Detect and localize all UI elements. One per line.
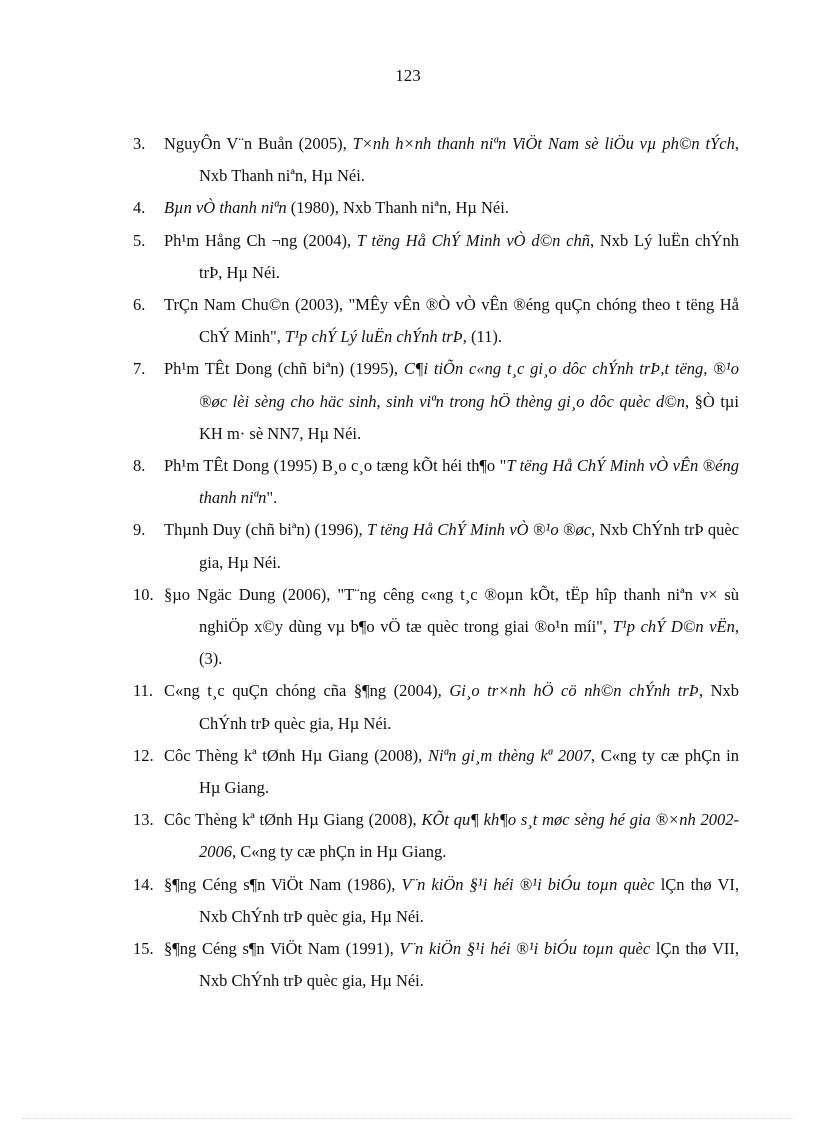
reference-number: 6.: [133, 295, 146, 315]
reference-title: Bµn vÒ thanh niªn: [164, 198, 287, 218]
reference-title: Gi¸o tr×nh hÖ cö nh©n chÝnh trÞ: [449, 681, 699, 701]
reference-text: , Nxb Thanh niªn, Hµ Néi.: [199, 134, 739, 186]
reference-number: 12.: [133, 745, 154, 765]
reference-text: (1980), Nxb Thanh niªn, Hµ Néi.: [286, 198, 509, 218]
reference-text: (3).: [199, 649, 223, 669]
reference-text: , §Ò tµi KH m· sè NN7, Hµ Néi.: [199, 391, 739, 443]
reference-text: NguyÔn V¨n Buån (2005),: [164, 134, 353, 153]
reference-text: §¶ng Céng s¶n ViÖt Nam (1986),: [164, 874, 402, 894]
reference-title: T¹p chÝ D©n vËn,: [612, 617, 740, 637]
reference-text: , C«ng ty cæ phÇn in Hµ Giang.: [199, 745, 740, 798]
reference-title: V¨n kiÖn §¹i héi ®¹i biÓu toµn quèc: [401, 874, 655, 894]
reference-text: lÇn thø VII, Nxb ChÝnh trÞ quèc gia, Hµ Néi.: [199, 939, 739, 991]
reference-number: 4.: [133, 198, 146, 218]
reference-text: (11).: [466, 327, 503, 347]
reference-text: Ph¹m TÊt Dong (chñ biªn) (1995),: [164, 359, 404, 379]
reference-text: §¶ng Céng s¶n ViÖt Nam (1991),: [164, 939, 400, 959]
reference-text: §µo Ngäc Dung (2006), "T¨ng cêng c«ng t¸c ®oµn kÕt, tËp hîp thanh niªn v× sù nghiÖp x©y dùng vµ b¶o vÖ tæ quèc trong giai ®o¹n míi",: [164, 584, 739, 637]
reference-item: [133, 740, 739, 804]
reference-title: Niªn gi¸m thèng kª 2007: [427, 745, 591, 765]
reference-title: T¹p chÝ Lý luËn chÝnh trÞ,: [285, 327, 467, 347]
reference-text: , Nxb ChÝnh trÞ quèc gia, Hµ Néi.: [199, 681, 739, 733]
reference-text: Côc Thèng kª tØnh Hµ Giang (2008),: [164, 745, 428, 765]
reference-text: , Nxb Lý luËn chÝnh trÞ, Hµ Néi.: [199, 230, 739, 282]
reference-item: [133, 128, 739, 192]
reference-number: 14.: [133, 874, 154, 894]
reference-title: KÕt qu¶ kh¶o s¸t møc sèng hé gia ®×nh 2002- 2006: [199, 810, 739, 862]
reference-number: 11.: [133, 681, 154, 701]
reference-number: 7.: [133, 359, 146, 379]
reference-number: 15.: [133, 939, 154, 959]
page-number: 123: [395, 66, 421, 85]
reference-number: 9.: [133, 520, 146, 540]
reference-item: [133, 450, 739, 514]
reference-title: T tëng Hå ChÝ Minh vÒ d©n chñ: [356, 230, 590, 250]
reference-number: 13.: [133, 810, 154, 830]
reference-text: ".: [266, 488, 278, 508]
reference-item: [133, 675, 739, 739]
reference-title: V¨n kiÖn §¹i héi ®¹i biÓu toµn quèc: [399, 939, 651, 959]
reference-text: Ph¹m Hång Ch ¬ng (2004),: [164, 230, 357, 250]
reference-number: 3.: [133, 134, 146, 153]
reference-text: C«ng t¸c quÇn chóng cña §¶ng (2004),: [164, 681, 450, 701]
reference-text: Ph¹m TÊt Dong (1995) B¸o c¸o tæng kÕt héi th¶o ": [164, 456, 507, 476]
reference-item: [133, 225, 739, 289]
reference-item: [133, 289, 739, 353]
reference-item: [133, 579, 739, 676]
page-bottom-divider: [22, 1118, 794, 1119]
reference-item: [133, 933, 739, 997]
reference-title: C¶i tiÕn c«ng t¸c gi¸o dôc chÝnh trÞ,t tëng, ®¹o ®øc lèi sèng cho häc sinh, sinh viªn trong hÖ thèng gi¸o dôc quèc d©n: [199, 359, 739, 411]
reference-item: [133, 804, 739, 868]
reference-text: Côc Thèng kª tØnh Hµ Giang (2008),: [164, 810, 422, 830]
reference-text: lÇn thø VI, Nxb ChÝnh trÞ quèc gia, Hµ Néi.: [199, 874, 739, 926]
reference-text: , C«ng ty cæ phÇn in Hµ Giang.: [232, 842, 447, 862]
reference-item: [133, 353, 739, 450]
reference-number: 5.: [133, 230, 146, 250]
reference-text: TrÇn Nam Chu©n (2003), "MÊy vÊn ®Ò vÒ vÊn ®éng quÇn chóng theo t tëng Hå ChÝ Minh",: [164, 295, 739, 347]
reference-title: T tëng Hå ChÝ Minh vÒ ®¹o ®øc,: [366, 520, 596, 540]
reference-number: 8.: [133, 456, 146, 476]
reference-title: T tëng Hå ChÝ Minh vÒ vÊn ®éng thanh niªn: [199, 456, 739, 508]
reference-number: 10.: [133, 584, 154, 604]
reference-list: [133, 128, 739, 997]
reference-item: [133, 192, 739, 224]
reference-text: Nxb ChÝnh trÞ quèc gia, Hµ Néi.: [199, 520, 739, 572]
reference-item: [133, 869, 739, 933]
reference-text: Thµnh Duy (chñ biªn) (1996),: [164, 520, 367, 540]
reference-item: [133, 514, 739, 578]
reference-title: T×nh h×nh thanh niªn ViÖt Nam sè liÖu vµ ph©n tÝch: [352, 134, 735, 153]
